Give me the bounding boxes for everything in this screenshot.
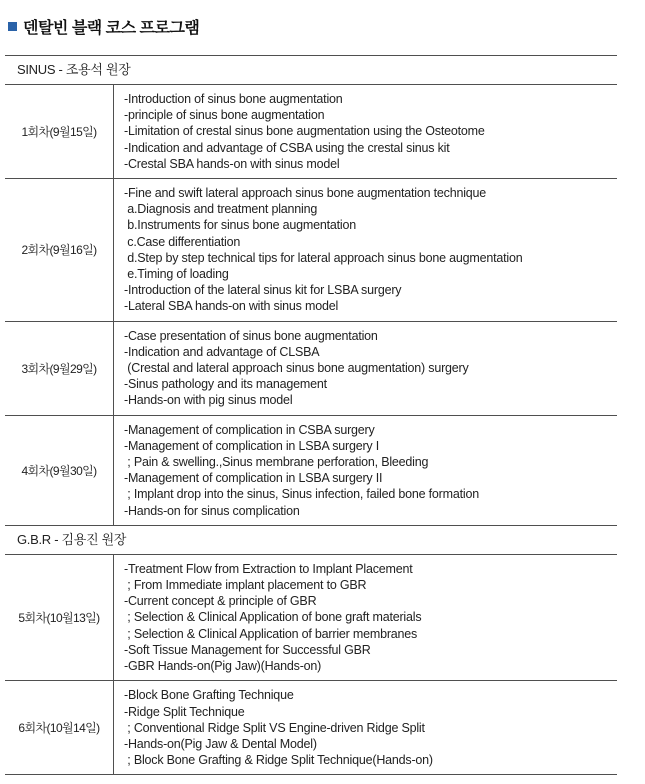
content-line: -principle of sinus bone augmentation (124, 108, 325, 123)
content-cell (114, 555, 617, 680)
section-header: SINUS - 조용석 원장 (5, 56, 617, 85)
content-line: -Crestal SBA hands-on with sinus model (124, 156, 340, 171)
content-line: -Indication and advantage of CSBA using the crestal sinus kit (124, 140, 450, 155)
session-cell: 5회차(10월13일) (5, 555, 114, 680)
section-header: G.B.R - 김용진 원장 (5, 526, 617, 555)
table-row (5, 85, 617, 179)
table-row (5, 179, 617, 322)
content-line: -Fine and swift lateral approach sinus bone augmentation technique (124, 186, 487, 201)
session-cell: 3회차(9월29일) (5, 322, 114, 415)
content-cell (114, 416, 617, 525)
content-line: ; Implant drop into the sinus, Sinus infection, failed bone formation (124, 487, 479, 502)
content-line: ; From Immediate implant placement to GBR (124, 578, 367, 593)
content-line: -Block Bone Grafting Technique (124, 688, 294, 703)
content-line: -Treatment Flow from Extraction to Implant Placement (124, 561, 413, 576)
content-line: -Indication and advantage of CLSBA (124, 344, 320, 359)
content-line: -Lateral SBA hands-on with sinus model (124, 299, 339, 314)
content-line: -Ridge Split Technique (124, 704, 245, 719)
content-line: -Limitation of crestal sinus bone augmentation using the Osteotome (124, 124, 485, 139)
content-line: -Hands-on with pig sinus model (124, 393, 293, 408)
square-bullet-icon (8, 22, 17, 31)
content-line: b.Instruments for sinus bone augmentation (124, 218, 357, 233)
content-line: ; Conventional Ridge Split VS Engine-driven Ridge Split (124, 720, 425, 735)
content-line: a.Diagnosis and treatment planning (124, 202, 318, 217)
table-row (5, 416, 617, 526)
content-line: -Management of complication in LSBA surgery II (124, 471, 383, 486)
content-line: (Crestal and lateral approach sinus bone augmentation) surgery (124, 361, 469, 376)
session-cell: 4회차(9월30일) (5, 416, 114, 525)
page-title: 덴탈빈 블랙 코스 프로그램 (23, 20, 200, 37)
content-line: c.Case differentiation (124, 234, 241, 249)
content-cell (114, 681, 617, 774)
page-title-row (8, 15, 645, 38)
content-line: -Hands-on(Pig Jaw & Dental Model) (124, 736, 317, 751)
table-row (5, 555, 617, 681)
session-cell: 1회차(9월15일) (5, 85, 114, 178)
content-line: ; Pain & swelling.,Sinus membrane perforation, Bleeding (124, 455, 429, 470)
content-line: -Soft Tissue Management for Successful GBR (124, 642, 371, 657)
content-cell (114, 85, 617, 178)
course-table (5, 55, 617, 775)
content-cell (114, 322, 617, 415)
content-line: -Hands-on for sinus complication (124, 503, 300, 518)
content-line: ; Block Bone Grafting & Ridge Split Technique(Hands-on) (124, 753, 433, 768)
table-row (5, 681, 617, 775)
content-line: e.Timing of loading (124, 267, 229, 282)
session-cell: 6회차(10월14일) (5, 681, 114, 774)
content-line: -Introduction of sinus bone augmentation (124, 92, 343, 106)
content-line: ; Selection & Clinical Application of barrier membranes (124, 626, 418, 641)
content-line: -Sinus pathology and its management (124, 377, 327, 392)
content-line: -Management of complication in LSBA surgery I (124, 438, 380, 453)
content-line: -Current concept & principle of GBR (124, 594, 317, 609)
session-cell: 2회차(9월16일) (5, 179, 114, 321)
content-line: -Case presentation of sinus bone augmentation (124, 328, 378, 343)
content-line: ; Selection & Clinical Application of bone graft materials (124, 610, 422, 625)
content-line: -Management of complication in CSBA surgery (124, 422, 375, 437)
content-line: -GBR Hands-on(Pig Jaw)(Hands-on) (124, 659, 322, 674)
content-line: -Introduction of the lateral sinus kit for LSBA surgery (124, 283, 402, 298)
table-row (5, 322, 617, 416)
content-cell (114, 179, 617, 321)
content-line: d.Step by step technical tips for lateral approach sinus bone augmentation (124, 250, 523, 265)
